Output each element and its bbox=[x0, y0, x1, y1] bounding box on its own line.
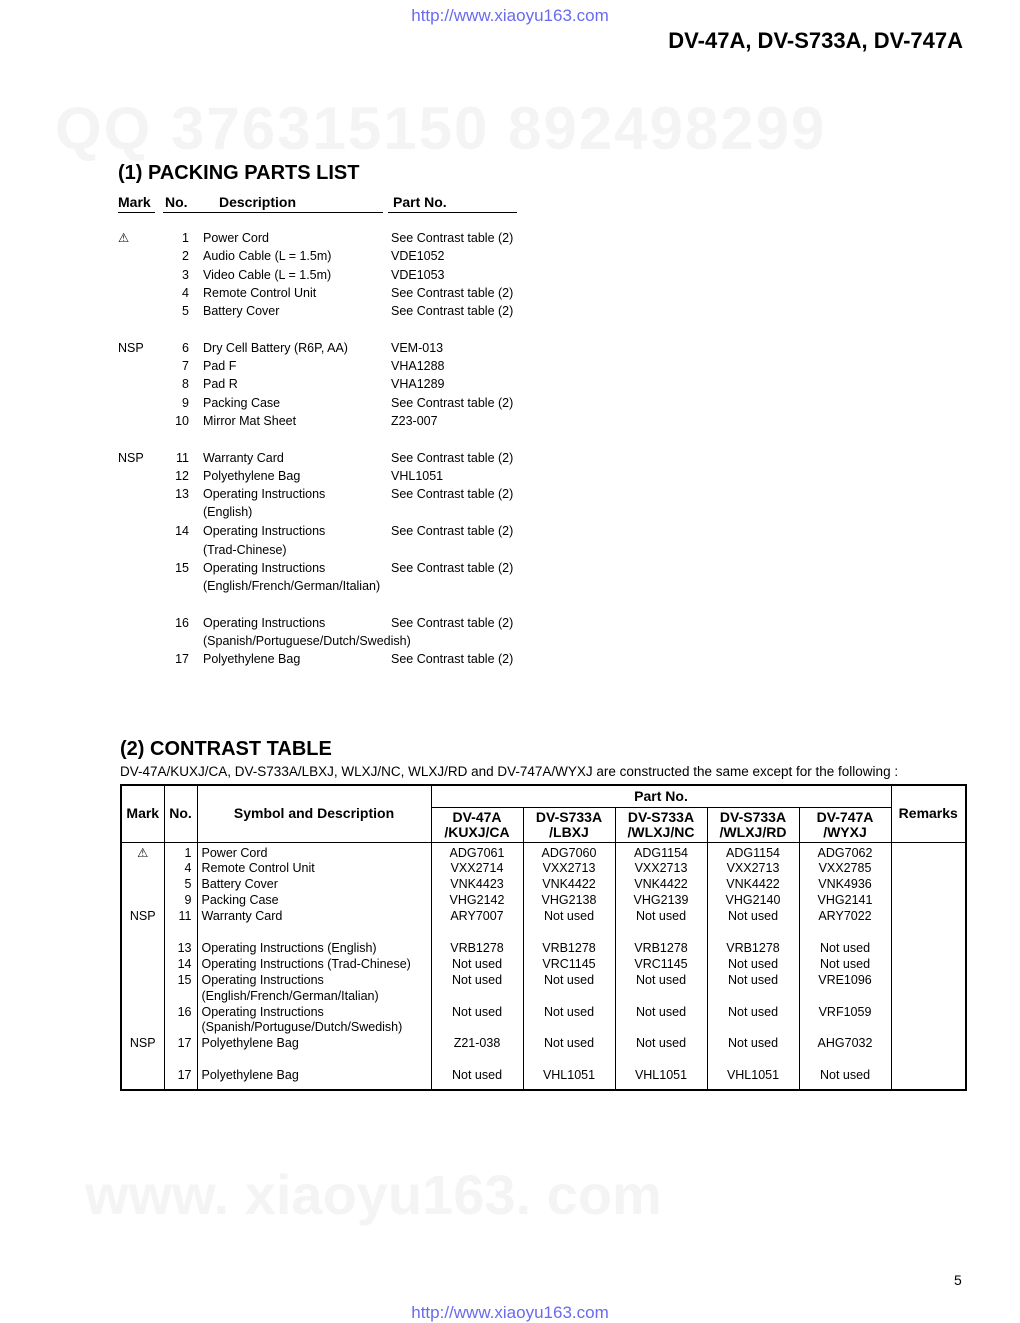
ct-part: VNK4422 bbox=[615, 877, 707, 893]
ct-part: VXX2713 bbox=[707, 861, 799, 877]
ct-part: Not used bbox=[707, 973, 799, 1005]
item-description: Operating Instructions bbox=[203, 560, 326, 575]
item-no: 2 bbox=[182, 249, 189, 264]
ct-description: Polyethylene Bag bbox=[197, 1068, 431, 1090]
item-part-no: VHA1288 bbox=[391, 359, 445, 374]
item-description: Pad R bbox=[203, 377, 238, 392]
ct-mark bbox=[121, 877, 164, 893]
ct-part: VHL1051 bbox=[707, 1068, 799, 1090]
ct-no: 14 bbox=[164, 957, 197, 973]
contrast-title: (2) CONTRAST TABLE bbox=[120, 738, 332, 760]
ct-no: 13 bbox=[164, 941, 197, 957]
item-part-no: See Contrast table (2) bbox=[391, 652, 514, 667]
item-part-no: See Contrast table (2) bbox=[391, 231, 514, 245]
item-description: Operating Instructions bbox=[203, 615, 326, 630]
item-no: 12 bbox=[175, 468, 189, 483]
ct-no: 9 bbox=[164, 893, 197, 909]
ct-description: Operating Instructions (English/French/German/Italian) bbox=[197, 973, 431, 1005]
ct-mark bbox=[121, 941, 164, 957]
item-no: 3 bbox=[182, 267, 189, 282]
item-description: Mirror Mat Sheet bbox=[203, 414, 297, 428]
packing-header-description: Description bbox=[219, 194, 297, 210]
item-no: 16 bbox=[175, 615, 189, 630]
ct-no: 1 bbox=[164, 842, 197, 861]
contrast-table bbox=[120, 784, 967, 1091]
ct-part: Not used bbox=[523, 1036, 615, 1052]
ct-remarks bbox=[891, 941, 966, 957]
ct-part: VRB1278 bbox=[431, 941, 523, 957]
ct-mark bbox=[121, 893, 164, 909]
ct-header-remarks: Remarks bbox=[891, 785, 966, 842]
ct-part: Not used bbox=[799, 1068, 891, 1090]
ct-remarks bbox=[891, 1036, 966, 1052]
item-part-no: VEM-013 bbox=[391, 340, 444, 355]
ct-part: ADG7061 bbox=[431, 842, 523, 861]
item-part-no: See Contrast table (2) bbox=[391, 487, 514, 502]
ct-mark: NSP bbox=[121, 909, 164, 925]
item-no: 11 bbox=[176, 450, 189, 465]
ct-no: 4 bbox=[164, 861, 197, 877]
ct-part: Not used bbox=[431, 1068, 523, 1090]
ct-remarks bbox=[891, 909, 966, 925]
item-part-no: See Contrast table (2) bbox=[391, 524, 514, 539]
packing-row bbox=[118, 284, 538, 302]
ct-mark bbox=[121, 973, 164, 1005]
item-no: 15 bbox=[175, 560, 189, 575]
ct-header-no: No. bbox=[164, 785, 197, 842]
ct-part: Not used bbox=[707, 909, 799, 925]
ct-mark: ⚠ bbox=[121, 842, 164, 861]
ct-part: VNK4422 bbox=[523, 877, 615, 893]
item-no: 6 bbox=[182, 340, 189, 355]
item-description: Warranty Card bbox=[203, 450, 284, 465]
ct-mark: NSP bbox=[121, 1036, 164, 1052]
packing-row bbox=[118, 357, 538, 375]
ct-header-model: DV-S733A /WLXJ/NC bbox=[615, 807, 707, 842]
item-part-no: See Contrast table (2) bbox=[391, 395, 514, 410]
ct-part: VHL1051 bbox=[523, 1068, 615, 1090]
packing-row bbox=[118, 266, 538, 284]
ct-part: VRB1278 bbox=[707, 941, 799, 957]
item-no: 4 bbox=[182, 285, 189, 300]
packing-row bbox=[118, 339, 538, 357]
item-mark: NSP bbox=[118, 450, 144, 465]
qq-watermark: QQ 376315150 892498299 bbox=[55, 95, 827, 162]
ct-description: Operating Instructions (Trad-Chinese) bbox=[197, 957, 431, 973]
ct-remarks bbox=[891, 893, 966, 909]
packing-row bbox=[118, 467, 538, 485]
ct-part: VRC1145 bbox=[615, 957, 707, 973]
ct-part: ADG7062 bbox=[799, 842, 891, 861]
item-no: 10 bbox=[175, 414, 189, 428]
ct-description: Operating Instructions (Spanish/Portuguse/Dutch/Swedish) bbox=[197, 1005, 431, 1037]
item-part-no: Z23-007 bbox=[391, 414, 438, 428]
ct-part: ARY7022 bbox=[799, 909, 891, 925]
ct-part: Not used bbox=[707, 957, 799, 973]
item-description-line2: (English/French/German/Italian) bbox=[203, 579, 381, 594]
ct-description: Packing Case bbox=[197, 893, 431, 909]
ct-part: Not used bbox=[799, 941, 891, 957]
packing-row bbox=[118, 394, 538, 412]
ct-no: 11 bbox=[164, 909, 197, 925]
ct-header-model: DV-S733A /WLXJ/RD bbox=[707, 807, 799, 842]
ct-part: VHG2139 bbox=[615, 893, 707, 909]
ct-part: VHG2141 bbox=[799, 893, 891, 909]
ct-part: VHG2142 bbox=[431, 893, 523, 909]
ct-header-mark: Mark bbox=[121, 785, 164, 842]
bottom-url-link[interactable]: http://www.xiaoyu163.com bbox=[411, 1303, 609, 1322]
item-no: 9 bbox=[182, 395, 189, 410]
page-number: 5 bbox=[954, 1272, 962, 1288]
item-description: Dry Cell Battery (R6P, AA) bbox=[203, 340, 348, 355]
ct-part: VRB1278 bbox=[523, 941, 615, 957]
packing-row bbox=[118, 375, 538, 393]
ct-description: Warranty Card bbox=[197, 909, 431, 925]
item-description-line2: (Trad-Chinese) bbox=[203, 542, 287, 557]
ct-part: VXX2713 bbox=[615, 861, 707, 877]
ct-remarks bbox=[891, 861, 966, 877]
item-part-no: VDE1053 bbox=[391, 267, 445, 282]
ct-mark bbox=[121, 861, 164, 877]
header-underline-part bbox=[388, 212, 517, 213]
packing-title: (1) PACKING PARTS LIST bbox=[118, 162, 360, 184]
ct-part: AHG7032 bbox=[799, 1036, 891, 1052]
ct-part: Not used bbox=[523, 1005, 615, 1037]
ct-part: VRE1096 bbox=[799, 973, 891, 1005]
ct-part: VXX2713 bbox=[523, 861, 615, 877]
model-title: DV-47A, DV-S733A, DV-747A bbox=[668, 28, 963, 53]
ct-no: 15 bbox=[164, 973, 197, 1005]
item-mark: NSP bbox=[118, 340, 144, 355]
ct-part: VRC1145 bbox=[523, 957, 615, 973]
ct-description: Operating Instructions (English) bbox=[197, 941, 431, 957]
ct-description: Remote Control Unit bbox=[197, 861, 431, 877]
ct-no: 16 bbox=[164, 1005, 197, 1037]
ct-part: VRF1059 bbox=[799, 1005, 891, 1037]
packing-row bbox=[118, 614, 538, 649]
ct-remarks bbox=[891, 1068, 966, 1090]
item-description: Pad F bbox=[203, 359, 237, 374]
ct-part: VHL1051 bbox=[615, 1068, 707, 1090]
item-description: Remote Control Unit bbox=[203, 285, 317, 300]
ct-part: Not used bbox=[431, 973, 523, 1005]
ct-part: VNK4422 bbox=[707, 877, 799, 893]
item-part-no: See Contrast table (2) bbox=[391, 304, 514, 319]
ct-mark bbox=[121, 1005, 164, 1037]
ct-mark bbox=[121, 1068, 164, 1090]
ct-part: Not used bbox=[431, 957, 523, 973]
item-part-no: See Contrast table (2) bbox=[391, 285, 514, 300]
item-description: Battery Cover bbox=[203, 304, 280, 319]
ct-part: ARY7007 bbox=[431, 909, 523, 925]
packing-row bbox=[118, 229, 538, 247]
contrast-intro: DV-47A/KUXJ/CA, DV-S733A/LBXJ, WLXJ/NC, WLXJ/RD and DV-747A/WYXJ are constructed the same except for the following : bbox=[120, 764, 899, 779]
packing-header-part-no: Part No. bbox=[393, 194, 447, 210]
ct-remarks bbox=[891, 1005, 966, 1037]
packing-row bbox=[118, 650, 538, 668]
ct-remarks bbox=[891, 877, 966, 893]
ct-header-model: DV-S733A /LBXJ bbox=[523, 807, 615, 842]
item-description: Operating Instructions bbox=[203, 524, 326, 539]
item-no: 13 bbox=[175, 487, 189, 502]
ct-header-model: DV-747A /WYXJ bbox=[799, 807, 891, 842]
packing-row bbox=[118, 247, 538, 265]
ct-part: Not used bbox=[707, 1036, 799, 1052]
item-part-no: VHA1289 bbox=[391, 377, 445, 392]
bottom-watermark: www. xiaoyu163. com bbox=[85, 1163, 662, 1226]
ct-remarks bbox=[891, 973, 966, 1005]
ct-part: VHG2138 bbox=[523, 893, 615, 909]
packing-row bbox=[118, 412, 538, 430]
item-part-no: VHL1051 bbox=[391, 468, 444, 483]
ct-part: Not used bbox=[431, 1005, 523, 1037]
packing-header-mark: Mark bbox=[118, 194, 151, 210]
ct-part: VNK4936 bbox=[799, 877, 891, 893]
item-mark: ⚠ bbox=[118, 231, 130, 245]
item-no: 5 bbox=[182, 304, 189, 319]
item-description: Polyethylene Bag bbox=[203, 652, 301, 667]
ct-part: ADG7060 bbox=[523, 842, 615, 861]
ct-part: ADG1154 bbox=[707, 842, 799, 861]
item-no: 1 bbox=[182, 231, 189, 245]
item-no: 17 bbox=[175, 652, 189, 667]
ct-part: Not used bbox=[523, 909, 615, 925]
item-description: Operating Instructions bbox=[203, 487, 326, 502]
header-underline-description bbox=[163, 212, 383, 213]
ct-part: VNK4423 bbox=[431, 877, 523, 893]
ct-remarks bbox=[891, 842, 966, 861]
ct-part: Not used bbox=[523, 973, 615, 1005]
ct-header-part-no: Part No. bbox=[431, 785, 891, 807]
item-description-line2: (Spanish/Portuguese/Dutch/Swedish) bbox=[203, 634, 411, 649]
item-part-no: See Contrast table (2) bbox=[391, 615, 514, 630]
packing-row bbox=[118, 302, 538, 320]
ct-part: Not used bbox=[707, 1005, 799, 1037]
ct-header-description: Symbol and Description bbox=[197, 785, 431, 842]
ct-no: 17 bbox=[164, 1068, 197, 1090]
item-description: Packing Case bbox=[203, 395, 281, 410]
ct-mark bbox=[121, 957, 164, 973]
packing-row bbox=[118, 522, 538, 557]
item-description: Video Cable (L = 1.5m) bbox=[203, 267, 332, 282]
packing-header-no: No. bbox=[165, 194, 188, 210]
item-description: Audio Cable (L = 1.5m) bbox=[203, 249, 332, 264]
ct-part: Not used bbox=[615, 973, 707, 1005]
ct-part: VXX2785 bbox=[799, 861, 891, 877]
ct-part: VXX2714 bbox=[431, 861, 523, 877]
ct-description: Power Cord bbox=[197, 842, 431, 861]
item-description: Polyethylene Bag bbox=[203, 468, 301, 483]
ct-part: Not used bbox=[799, 957, 891, 973]
packing-row bbox=[118, 559, 538, 594]
packing-row bbox=[118, 485, 538, 520]
item-no: 7 bbox=[182, 359, 189, 374]
item-part-no: VDE1052 bbox=[391, 249, 445, 264]
ct-no: 17 bbox=[164, 1036, 197, 1052]
header-underline-mark bbox=[118, 212, 155, 213]
item-part-no: See Contrast table (2) bbox=[391, 450, 514, 465]
ct-part: Not used bbox=[615, 1005, 707, 1037]
item-description-line2: (English) bbox=[203, 505, 253, 520]
item-no: 14 bbox=[175, 524, 189, 539]
top-url-link[interactable]: http://www.xiaoyu163.com bbox=[411, 6, 609, 25]
ct-part: VHG2140 bbox=[707, 893, 799, 909]
ct-header-model: DV-47A /KUXJ/CA bbox=[431, 807, 523, 842]
item-part-no: See Contrast table (2) bbox=[391, 560, 514, 575]
ct-part: Z21-038 bbox=[431, 1036, 523, 1052]
ct-part: Not used bbox=[615, 909, 707, 925]
ct-description: Battery Cover bbox=[197, 877, 431, 893]
item-description: Power Cord bbox=[203, 231, 269, 245]
ct-part: ADG1154 bbox=[615, 842, 707, 861]
item-no: 8 bbox=[182, 377, 189, 392]
ct-part: VRB1278 bbox=[615, 941, 707, 957]
ct-part: Not used bbox=[615, 1036, 707, 1052]
ct-remarks bbox=[891, 957, 966, 973]
packing-row bbox=[118, 449, 538, 467]
ct-description: Polyethylene Bag bbox=[197, 1036, 431, 1052]
ct-no: 5 bbox=[164, 877, 197, 893]
